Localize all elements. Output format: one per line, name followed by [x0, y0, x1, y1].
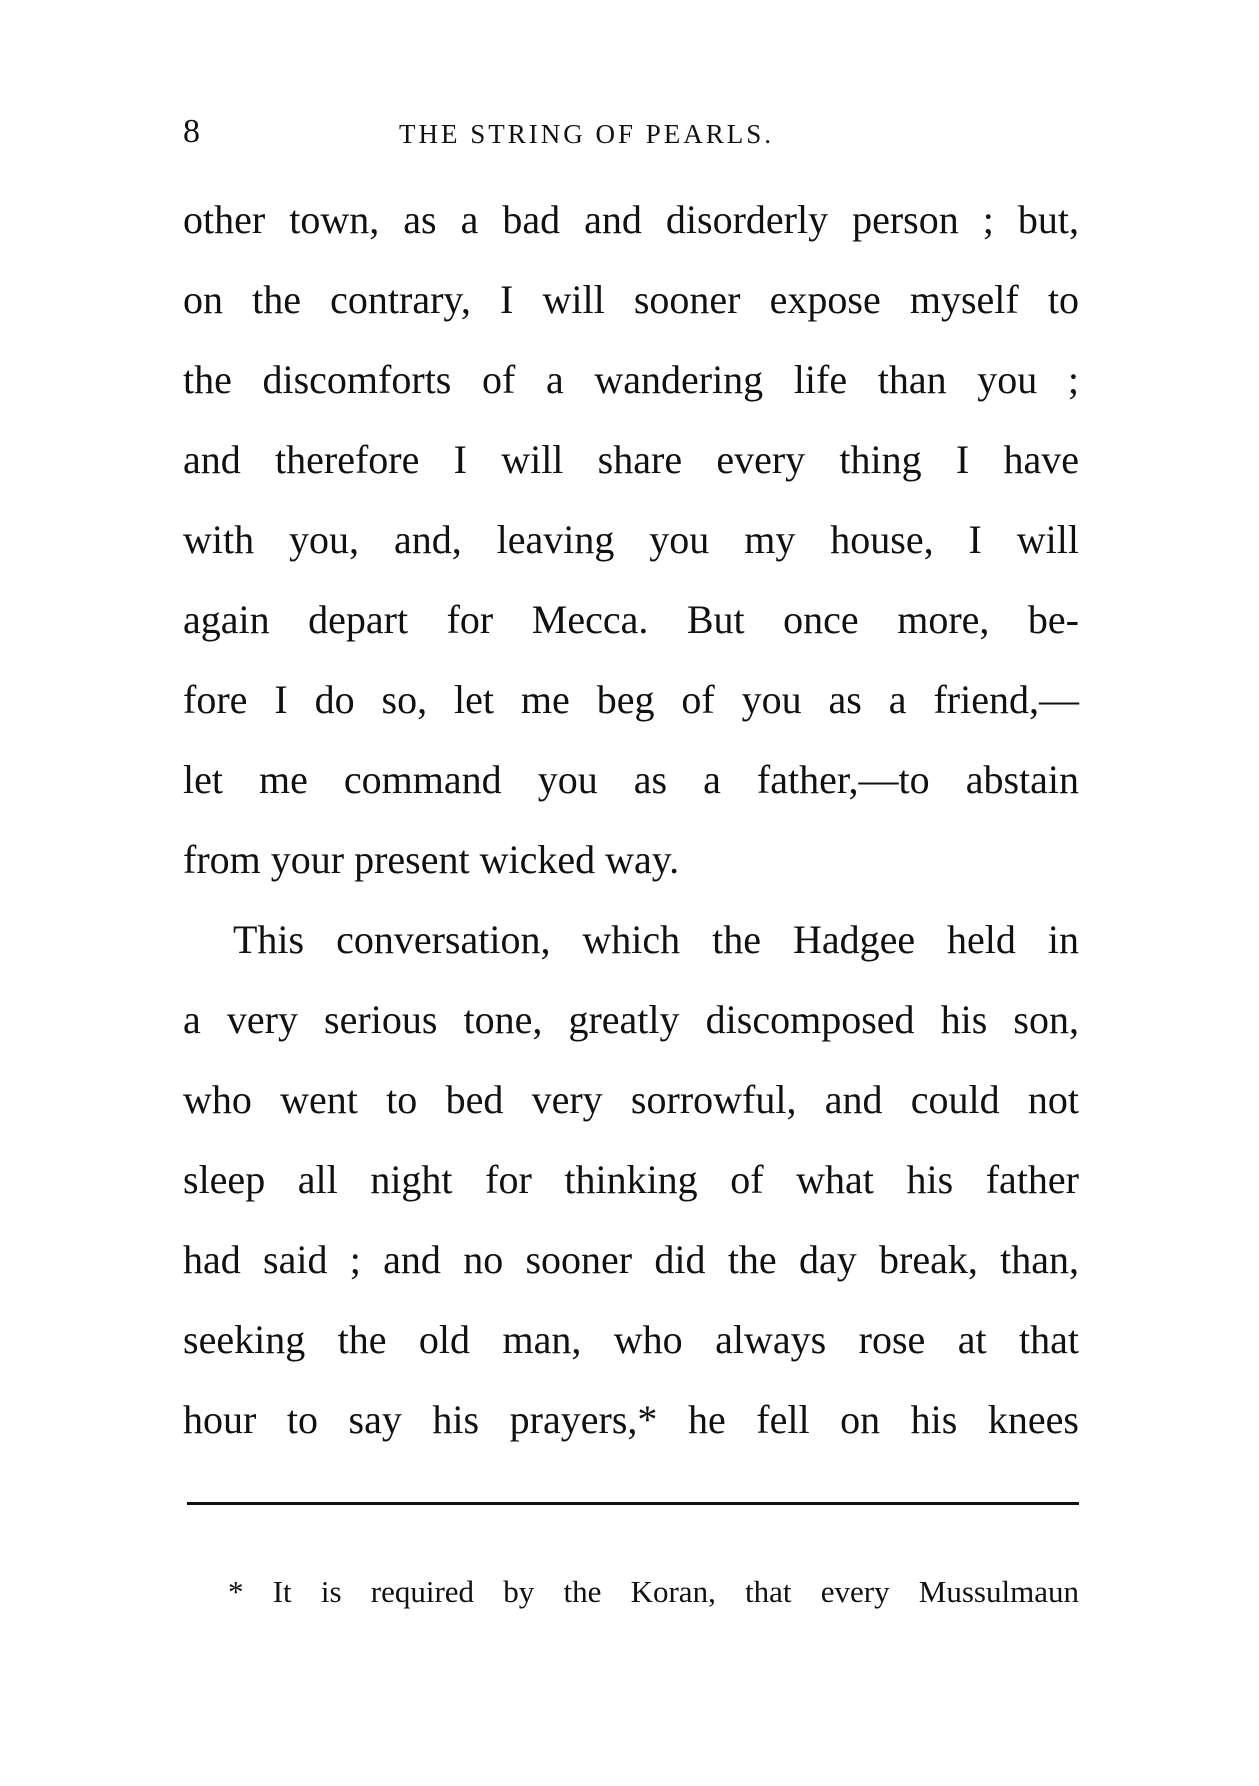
running-head — [183, 112, 1079, 162]
text-line: on the contrary, I will sooner expose myself to — [183, 277, 1079, 322]
text-line: hour to say his prayers,* he fell on his knees — [183, 1397, 1079, 1442]
footnote-divider — [187, 1502, 1079, 1505]
text-line: seeking the old man, who always rose at that — [183, 1317, 1079, 1362]
text-line: other town, as a bad and disorderly person ; but, — [183, 197, 1079, 242]
paragraph-1 — [183, 192, 1079, 912]
text-line: a very serious tone, greatly discomposed his son, — [183, 997, 1079, 1042]
text-line: let me command you as a father,—to abstain — [183, 757, 1079, 802]
text-line: fore I do so, let me beg of you as a friend,— — [183, 677, 1079, 722]
text-line: with you, and, leaving you my house, I will — [183, 517, 1079, 562]
page-number: 8 — [183, 113, 200, 150]
text-line: from your present wicked way. — [183, 837, 680, 882]
text-line: sleep all night for thinking of what his father — [183, 1157, 1079, 1202]
text-line: again depart for Mecca. But once more, be- — [183, 597, 1079, 642]
text-line: and therefore I will share every thing I have — [183, 437, 1079, 482]
footnote-text: * It is required by the Koran, that every Mussulmaun — [228, 1574, 1079, 1609]
text-line: had said ; and no sooner did the day break, than, — [183, 1237, 1079, 1282]
text-line: who went to bed very sorrowful, and could not — [183, 1077, 1079, 1122]
text-line: the discomforts of a wandering life than you ; — [183, 357, 1079, 402]
text-line: This conversation, which the Hadgee held in — [233, 917, 1079, 962]
body-text — [183, 192, 1079, 1472]
footnote — [183, 1570, 1079, 1614]
running-title: THE STRING OF PEARLS. — [399, 119, 775, 149]
paragraph-2 — [183, 912, 1079, 1472]
